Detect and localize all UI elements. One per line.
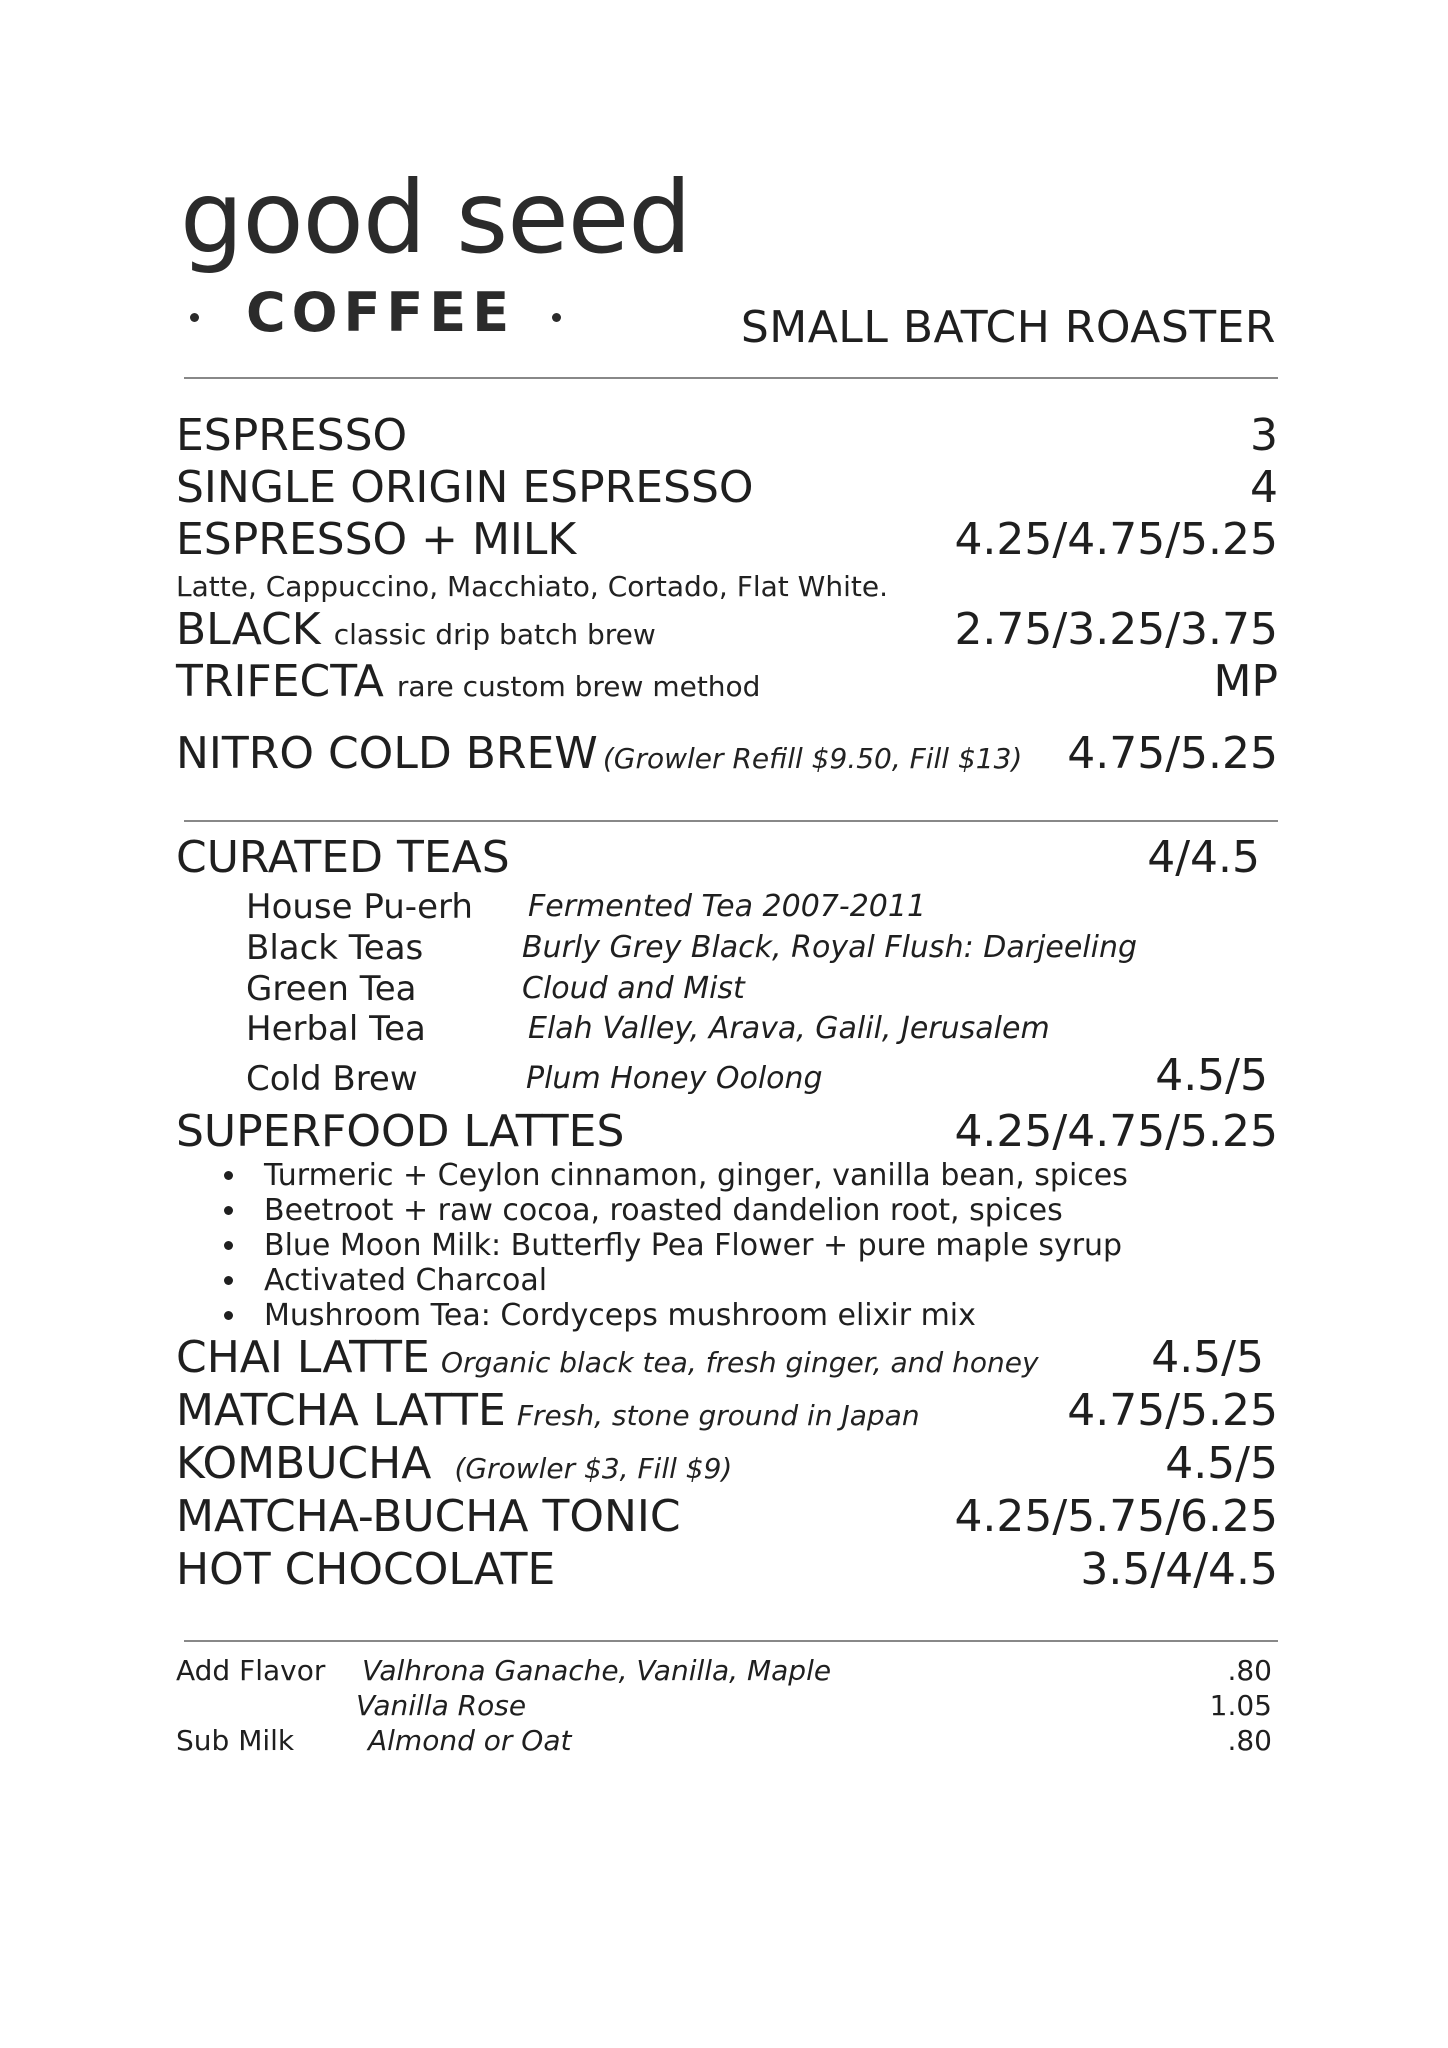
tea-name: Cold Brew (246, 1059, 418, 1099)
section-title: SUPERFOOD LATTES (176, 1106, 625, 1157)
item-note: Organic black tea, fresh ginger, and honey (440, 1346, 1039, 1379)
extra-price: 1.05 (1209, 1689, 1272, 1722)
item-name: NITRO COLD BREW (176, 728, 598, 779)
menu-item-nitro (176, 728, 1278, 779)
menu-item-black (176, 604, 1278, 655)
item-name: ESPRESSO (176, 410, 408, 461)
divider-bottom (184, 1640, 1278, 1642)
tea-name: Black Teas (246, 928, 424, 968)
menu-item-single-origin (176, 462, 1278, 513)
list-item: Beetroot + raw cocoa, roasted dandelion root, spices (220, 1193, 1128, 1228)
item-price: 4.25/4.75/5.25 (954, 514, 1278, 565)
item-name: MATCHA LATTE (176, 1385, 506, 1436)
item-name: HOT CHOCOLATE (176, 1544, 556, 1595)
item-name: ESPRESSO + MILK (176, 514, 577, 565)
tea-name: Green Tea (246, 969, 417, 1009)
menu-item-espresso (176, 410, 1278, 461)
logo-script: good seed (180, 159, 691, 276)
item-note: (Growler $3, Fill $9) (454, 1452, 733, 1485)
bullet-icon (224, 1276, 233, 1285)
divider-middle (184, 820, 1278, 822)
bullet-icon (224, 1206, 233, 1215)
tea-desc: Elah Valley, Arava, Galil, Jerusalem (528, 1011, 1050, 1046)
tea-item (246, 887, 927, 927)
extra-price: .80 (1227, 1724, 1272, 1757)
cold-brew-price: 4.5/5 (1155, 1050, 1268, 1101)
menu-item-kombucha (176, 1438, 1278, 1489)
item-name: TRIFECTA (176, 656, 384, 707)
list-item: Blue Moon Milk: Butterfly Pea Flower + pure maple syrup (220, 1228, 1128, 1263)
item-price: 4.5/5 (1151, 1332, 1264, 1383)
section-price: 4/4.5 (1147, 832, 1260, 883)
extra-desc: Valhrona Ganache, Vanilla, Maple (362, 1654, 832, 1687)
logo-wordmark: COFFEE (246, 281, 516, 344)
item-price: 3.5/4/4.5 (1080, 1544, 1278, 1595)
menu-item-matcha-latte (176, 1385, 1278, 1436)
bullet-icon (224, 1241, 233, 1250)
section-price: 4.25/4.75/5.25 (954, 1106, 1278, 1157)
item-note: Fresh, stone ground in Japan (516, 1399, 920, 1432)
tea-item (246, 928, 1138, 968)
extra-desc: Vanilla Rose (356, 1689, 527, 1722)
section-curated-teas (176, 832, 1260, 883)
item-price: 3 (1250, 410, 1278, 461)
item-price: 4.5/5 (1165, 1438, 1278, 1489)
extra-desc: Almond or Oat (368, 1724, 572, 1757)
menu-item-hot-chocolate (176, 1544, 1278, 1595)
menu-item-chai-latte (176, 1332, 1278, 1383)
menu-item-matcha-bucha-tonic (176, 1491, 1278, 1542)
item-price: 4 (1250, 462, 1278, 513)
extra-label: Add Flavor (176, 1654, 326, 1687)
tea-desc: Cloud and Mist (522, 971, 745, 1006)
tea-desc: Plum Honey Oolong (526, 1061, 823, 1096)
section-title: CURATED TEAS (176, 832, 510, 883)
extra-price: .80 (1227, 1654, 1272, 1687)
item-price: 4.25/5.75/6.25 (954, 1491, 1278, 1542)
tea-name: Herbal Tea (246, 1009, 426, 1049)
item-note: (Growler Refill $9.50, Fill $13) (602, 742, 1023, 775)
item-name: SINGLE ORIGIN ESPRESSO (176, 462, 754, 513)
tagline: SMALL BATCH ROASTER (740, 302, 1276, 353)
menu-item-espresso-milk (176, 514, 1278, 565)
menu-item-trifecta (176, 656, 1278, 707)
item-price: MP (1213, 656, 1278, 707)
item-name: MATCHA-BUCHA TONIC (176, 1491, 681, 1542)
tea-item (246, 969, 745, 1009)
logo (178, 159, 691, 358)
item-price: 4.75/5.25 (1067, 728, 1278, 779)
tea-item (246, 1059, 823, 1099)
item-price: 4.75/5.25 (1067, 1385, 1278, 1436)
item-name: KOMBUCHA (176, 1438, 432, 1489)
list-item: Activated Charcoal (220, 1263, 1128, 1298)
bullet-icon (224, 1311, 233, 1320)
item-name: BLACK (176, 604, 321, 655)
list-item: Mushroom Tea: Cordyceps mushroom elixir mix (220, 1298, 1128, 1333)
tea-desc: Fermented Tea 2007-2011 (528, 889, 927, 924)
logo-dot-left (190, 313, 199, 322)
list-item: Turmeric + Ceylon cinnamon, ginger, vanilla bean, spices (220, 1158, 1128, 1193)
item-price: 2.75/3.25/3.75 (954, 604, 1278, 655)
bullet-icon (224, 1171, 233, 1180)
item-note: classic drip batch brew (333, 618, 656, 651)
logo-dot-right (552, 313, 561, 322)
item-note: rare custom brew method (396, 670, 761, 703)
section-superfood-lattes (176, 1106, 1278, 1157)
tea-item (246, 1009, 1050, 1049)
tea-name: House Pu-erh (246, 887, 473, 927)
superfood-list (220, 1158, 1128, 1333)
espresso-milk-note: Latte, Cappuccino, Macchiato, Cortado, Flat White. (176, 570, 888, 603)
divider-top (184, 377, 1278, 379)
extra-label: Sub Milk (176, 1724, 295, 1757)
item-name: CHAI LATTE (176, 1332, 430, 1383)
tea-desc: Burly Grey Black, Royal Flush: Darjeeling (522, 930, 1138, 965)
